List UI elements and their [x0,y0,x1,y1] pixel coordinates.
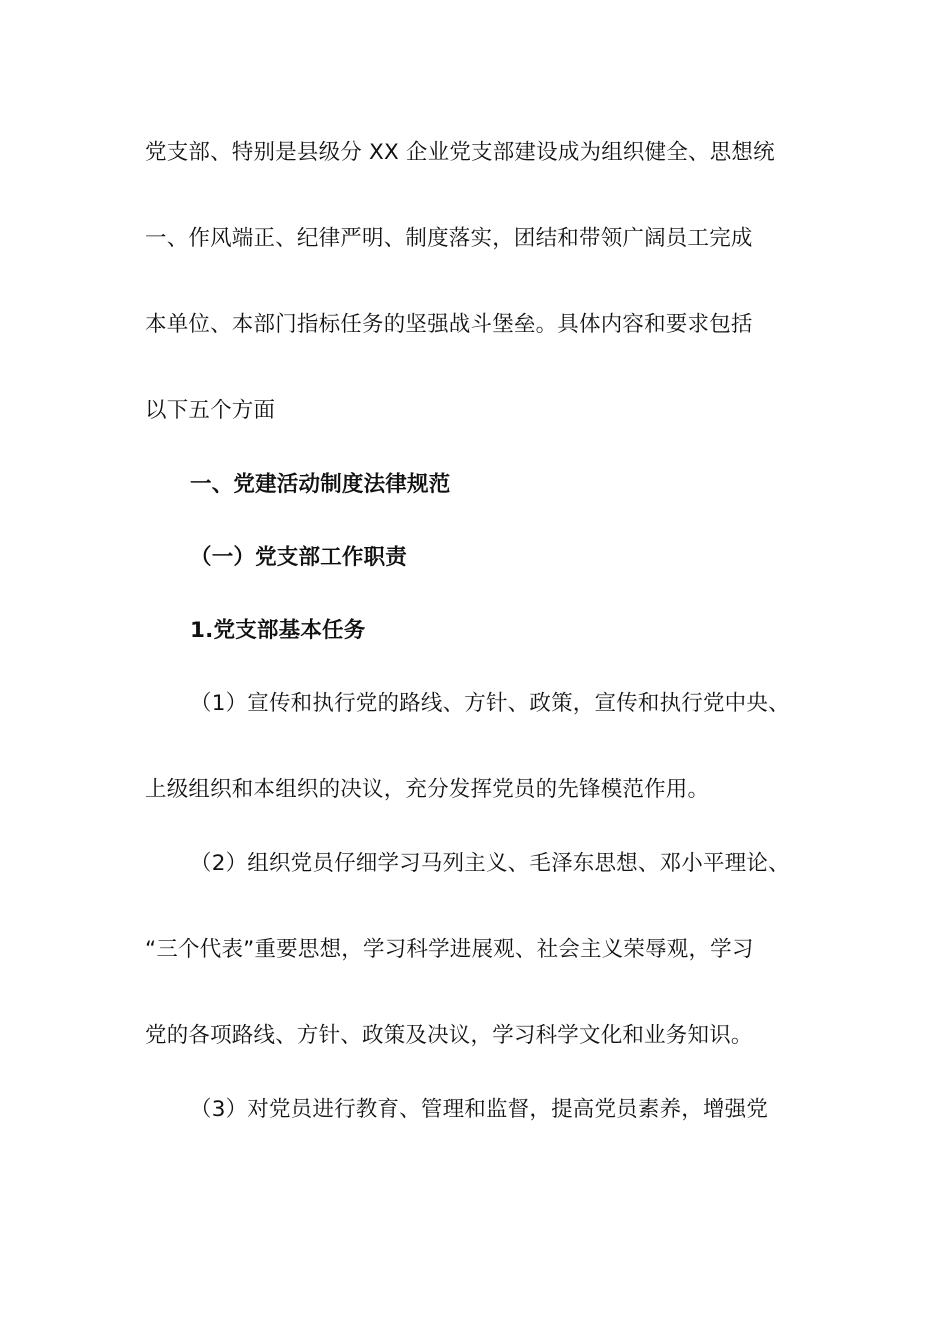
section-heading: 一、党建活动制度法律规范 [190,472,451,497]
intro-line-4: 以下五个方面 [145,398,276,423]
item-2-line-3: 党的各项路线、方针、政策及决议，学习科学文化和业务知识。 [145,1023,753,1048]
item-1-line-1: （1）宣传和执行党的路线、方针、政策，宣传和执行党中央、 [190,691,790,716]
item-1-line-2: 上级组织和本组织的决议，充分发挥党员的先锋模范作用。 [145,777,710,802]
item-2-line-2: “三个代表”重要思想，学习科学进展观、社会主义荣辱观，学习 [145,937,754,962]
item-3-line-1: （3）对党员进行教育、管理和监督，提高党员素养，增强党 [190,1097,769,1122]
item-heading: 1.党支部基本任务 [190,618,366,643]
intro-line-2: 一、作风端正、纪律严明、制度落实，团结和带领广阔员工完成 [145,226,753,251]
subsection-heading: （一）党支部工作职责 [190,545,408,570]
intro-line-3: 本单位、本部门指标任务的坚强战斗堡垒。具体内容和要求包括 [145,312,753,337]
intro-line-1: 党支部、特别是县级分 XX 企业党支部建设成为组织健全、思想统 [145,140,775,165]
item-2-line-1: （2）组织党员仔细学习马列主义、毛泽东思想、邓小平理论、 [190,851,790,876]
